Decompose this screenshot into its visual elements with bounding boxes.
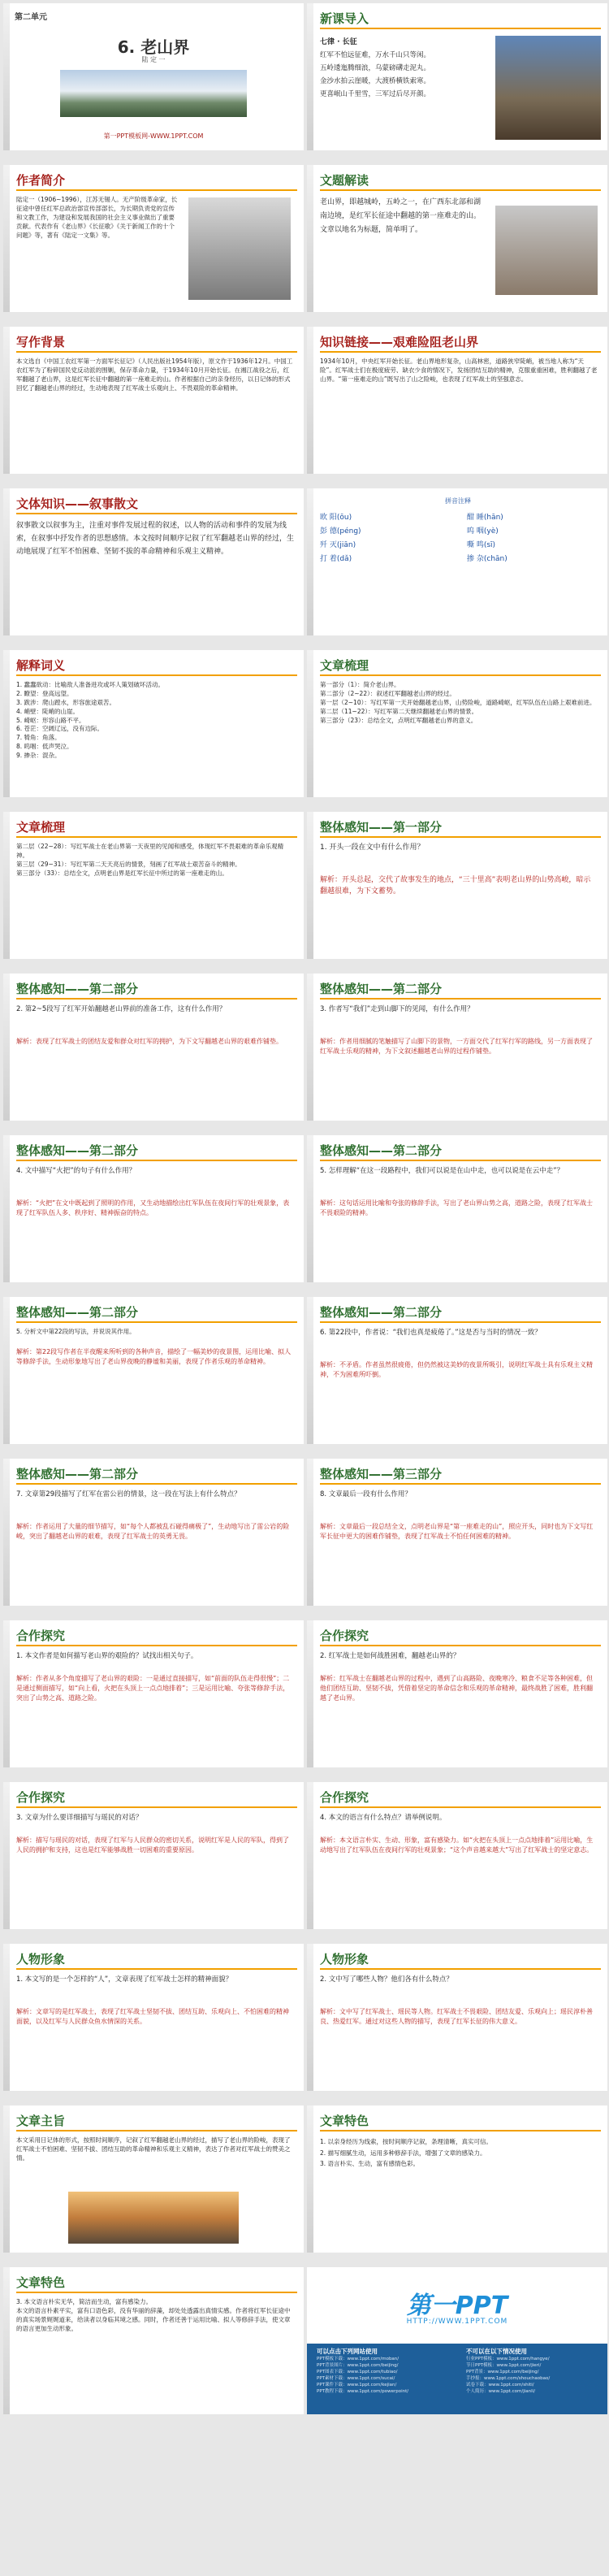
slide-heading: 文章梳理 <box>16 820 66 835</box>
slide-side-bar <box>307 1944 313 2091</box>
features-text: 3. 本文语言朴实无华，简洁而生动，富有感染力。 本文的语言朴素平实，富有口语色彩，没有华丽的辞藻，却处处透露出真情实感。作者将红军长征途中的真实场景娓娓道来，给读者以身临其境之感。同时，作者还善于运用比喻、拟人等修辞手法，使文章的语言更加生动形象。 <box>16 2298 291 2332</box>
slide-heading: 文体知识——叙事散文 <box>16 497 139 511</box>
usage-title-left: 可以点击下列网站使用 <box>317 2348 378 2355</box>
slide-heading: 整体感知——第二部分 <box>320 1305 443 1320</box>
slide-heading: 人物形象 <box>320 1952 369 1967</box>
slide-heading: 知识链接——艰难险阻老山界 <box>320 335 479 349</box>
outline-text: 第二层（22~28）：写红军战士在老山界第一天夜里的见闻和感受，体现红军不畏艰难的革命乐观精神。 第三层（29~31）：写红军第二天天亮后的情景，刻画了红军战士艰苦奋斗的精神。 第三部分（33）：总结全文，点明老山界是红军长征中所过的第一座难走的山。 <box>16 843 284 877</box>
vocab-list: 欧 阳(ōu) 彭 德(péng) 歼 灭(jiān) 打 着(dǎ) 酣 睡(hān) 呜 咽(yè) 嘶 鸣(sī) 掺 杂(chān) <box>320 514 508 564</box>
heading-underline <box>320 28 601 29</box>
heading-underline <box>320 189 601 191</box>
heading-underline <box>320 1806 601 1808</box>
slide-side-bar <box>3 1782 10 1929</box>
slide-side-bar <box>307 1782 313 1929</box>
slide-perception-2b <box>307 974 607 1121</box>
answer-text: 解析：开头总起，交代了故事发生的地点，“三十里高”表明老山界的山势高峻，暗示翻越很难，为下文蓄势。 <box>320 876 591 896</box>
slide-ad <box>307 2267 607 2414</box>
slide-outline-2 <box>3 812 304 959</box>
question-text: 2. 文中写了哪些人物？他们各有什么特点？ <box>320 1975 453 1984</box>
slide-heading: 整体感知——第二部分 <box>16 1305 139 1320</box>
slide-heading: 解释词义 <box>16 658 66 673</box>
question-text: 3. 文章为什么要详细描写与瑶民的对话？ <box>16 1814 143 1822</box>
brand-logo: 第一PPT <box>406 2292 508 2320</box>
slide-heading: 文题解读 <box>320 173 369 188</box>
soldiers-photo <box>495 36 601 140</box>
poem-text: 红军不怕远征难，万水千山只等闲。 五岭逶迤腾细浪，乌蒙磅礴走泥丸。 金沙水拍云崖暖，大渡桥横铁索寒。 更喜岷山千里雪，三军过后尽开颜。 <box>320 51 431 99</box>
slide-perception-2a <box>3 974 304 1121</box>
genre-text: 叙事散文以叙事为主，注重对事件发展过程的叙述，以人物的活动和事件的发展为线索，在叙事中抒发作者的思想感情。本文按时间顺序记叙了红军翻越老山界的经过，生动地展现了红军不怕困难、坚韧不拔的革命精神和乐观主义精神。 <box>16 522 295 557</box>
slide-heading: 人物形象 <box>16 1952 66 1967</box>
slide-perception-2e <box>3 1297 304 1444</box>
slide-heading: 整体感知——第二部分 <box>320 982 443 996</box>
pinyin-heading: 拼音注释 <box>445 497 471 505</box>
slide-heading: 合作探究 <box>320 1628 369 1643</box>
slide-side-bar <box>3 974 10 1121</box>
heading-underline <box>320 1968 601 1970</box>
slide-side-bar <box>3 1620 10 1767</box>
answer-text: 解析：不矛盾。作者虽然很疲倦，但仍然被这美妙的夜景所吸引，说明红军战士具有乐观主义精神，不为困难所吓倒。 <box>320 1361 593 1378</box>
question-text: 7. 文章第29段描写了红军在雷公岩的情景，这一段在写法上有什么特点？ <box>16 1490 241 1498</box>
slide-theme <box>3 2105 304 2253</box>
author-intro-text: 陆定一（1906~1996），江苏无锡人。无产阶级革命家，长征途中曾任红军总政治部宣传部部长，为长期负责党的宣传和文教工作，为建设和发展我国的社会主义事业做出了重要贡献。代表作有《老山界》《长征歌》《关于新闻工作的十个问题》等，著有《陆定一文集》等。 <box>16 196 178 239</box>
question-text: 1. 本文写的是一个怎样的“人”，文章表现了红军战士怎样的精神面貌？ <box>16 1975 233 1984</box>
answer-text: 解析：本文语言朴实、生动、形象，富有感染力。如“火把在头顶上一点点地排着”运用比喻，生动地写出了红军队伍在夜间行军的壮观景象；“这个声音越来越大”写出了红军战士的坚定意志。 <box>320 1837 594 1854</box>
slide-side-bar <box>307 812 313 959</box>
slide-heading: 整体感知——第二部分 <box>16 1467 139 1481</box>
slide-heading: 合作探究 <box>16 1790 66 1805</box>
slide-heading: 文章特色 <box>320 2114 369 2128</box>
slide-heading: 文章特色 <box>16 2275 66 2290</box>
slide-character-1 <box>3 1944 304 2091</box>
links-left[interactable]: PPT模板下载：www.1ppt.com/moban/ PPT背景图片：www.1ppt.com/beijing/ PPT图表下载：www.1ppt.com/tubiao/ PPT素材下载：www.1ppt.com/sucai/ PPT课件下载：www.1ppt.com/kejian/ PPT教程下载：www.1ppt.com/powerpoint/ <box>317 2357 409 2394</box>
slide-title-reading <box>307 165 607 312</box>
answer-text: 解析：文章最后一段总结全文，点明老山界是“第一座难走的山”，照应开头，同时也为下文写红军长征中更大的困难作铺垫，表现了红军战士不怕任何困难的精神。 <box>320 1523 594 1540</box>
slide-features-1 <box>307 2105 607 2253</box>
slide-vocabulary <box>307 488 607 635</box>
author-portrait <box>188 197 291 300</box>
slide-side-bar <box>307 650 313 797</box>
question-text: 3. 作者写“我们”走到山脚下的见闻，有什么作用？ <box>320 1005 474 1013</box>
question-text: 8. 文章最后一段有什么作用？ <box>320 1490 412 1498</box>
question-text: 1. 本文作者是如何描写老山界的艰险的？试找出相关句子。 <box>16 1652 198 1660</box>
footer-site: 第一PPT模板网-WWW.1PPT.COM <box>103 132 204 140</box>
background-text: 本文选自《中国工农红军第一方面军长征记》（人民出版社1954年版），原文作于1936年12月。中国工农红军为了粉碎国民党反动派的围剿，保存革命力量，于1934年10月开始长征。在湘江战役之后，红军翻越了老山界，这是红军长征中翻越的第一座难走的山。作者根据自己的亲身经历，以日记体的形式回忆了翻越老山界的经过，生动地表现了红军战士乐观向上、不畏艰险的革命精神。 <box>16 358 293 392</box>
slide-side-bar <box>307 488 313 635</box>
slide-side-bar <box>3 1944 10 2091</box>
answer-text: 解析：表现了红军战士的团结友爱和群众对红军的拥护，为下文写翻越老山界的艰难作铺垫。 <box>16 1038 283 1045</box>
heading-underline <box>320 998 601 1000</box>
slide-side-bar <box>307 327 313 474</box>
heading-underline <box>320 1483 601 1485</box>
heading-underline <box>16 1806 297 1808</box>
heading-underline <box>320 1160 601 1161</box>
answer-text: 解析：作者运用了大量的细节描写，如“每个人都被乱石碰得痛极了”，生动地写出了雷公岩的险峻，突出了翻越老山界的艰难，表现了红军战士的英勇无畏。 <box>16 1523 290 1540</box>
heading-underline <box>320 836 601 838</box>
slide-knowledge-link <box>307 327 607 474</box>
poem-title: 七律 · 长征 <box>320 38 357 46</box>
mountain-photo <box>60 70 247 117</box>
heading-underline <box>16 998 297 1000</box>
question-text: 5. 怎样理解“在这一段路程中，我们可以说是在山中走，也可以说是在云中走”？ <box>320 1167 564 1175</box>
sunset-mountain-photo <box>68 2192 239 2244</box>
slide-side-bar <box>307 1620 313 1767</box>
slide-cooperation-1 <box>3 1620 304 1767</box>
slide-background <box>3 327 304 474</box>
slide-side-bar <box>307 1135 313 1282</box>
slide-features-2 <box>3 2267 304 2414</box>
slide-heading: 整体感知——第二部分 <box>16 1143 139 1158</box>
answer-text: 解析：红军战士在翻越老山界的过程中，遇到了山高路险、夜晚寒冷、粮食不足等各种困难，但他们团结互助、坚韧不拔，凭借着坚定的革命信念和乐观的革命精神，最终战胜了困难，胜利翻越了老山界。 <box>320 1675 593 1702</box>
heading-underline <box>16 836 297 838</box>
heading-underline <box>16 351 297 353</box>
question-text: 2. 红军战士是如何战胜困难，翻越老山界的？ <box>320 1652 460 1660</box>
slide-intro <box>307 3 607 150</box>
slide-side-bar <box>3 488 10 635</box>
question-text: 1. 开头一段在文中有什么作用？ <box>320 843 425 852</box>
slide-heading: 文章主旨 <box>16 2114 66 2128</box>
heading-underline <box>16 2292 297 2293</box>
answer-text: 解析：文中写了红军战士、瑶民等人物。红军战士不畏艰险、团结友爱、乐观向上；瑶民淳朴善良、热爱红军。通过对这些人物的描写，表现了红军长征的伟大意义。 <box>320 2008 593 2025</box>
slide-cooperation-3 <box>3 1782 304 1929</box>
slide-side-bar <box>3 812 10 959</box>
slide-word-meaning <box>3 650 304 797</box>
slide-side-bar <box>307 974 313 1121</box>
slide-title <box>3 3 304 150</box>
lesson-title: 6. 老山界 <box>117 37 190 57</box>
question-text: 2. 第2~5段写了红军开始翻越老山界前的准备工作，这有什么作用？ <box>16 1005 227 1013</box>
slide-side-bar <box>3 3 10 150</box>
slide-cooperation-2 <box>307 1620 607 1767</box>
links-right[interactable]: 行业PPT模板：www.1ppt.com/hangye/ 节日PPT模板：www.1ppt.com/jieri/ PPT背景：www.1ppt.com/beijing/ 手抄报：www.1ppt.com/shouchaobao/ 试卷下载：www.1ppt.com/shiti/ 个人简历：www.1ppt.com/jianli/ <box>466 2357 551 2394</box>
title-reading-text: 老山界，即越城岭，五岭之一，在广西东北部和湖南边境，是红军长征途中翻越的第一座难走的山。文章以地名为标题，简单明了。 <box>320 198 482 235</box>
slide-heading: 整体感知——第三部分 <box>320 1467 443 1481</box>
monument-photo <box>495 206 598 295</box>
slide-side-bar <box>3 650 10 797</box>
slide-side-bar <box>3 1297 10 1444</box>
slide-heading: 新课导入 <box>320 11 369 26</box>
slide-perception-1 <box>307 812 607 959</box>
answer-text: 解析：作者从多个角度描写了老山界的艰险：一是通过直接描写，如“前面的队伍走得很慢”；二是通过侧面描写，如“向上看，火把在头顶上一点点地排着”；三是运用比喻、夸张等修辞手法，突出了山势之高、道路之险。 <box>16 1675 290 1702</box>
question-text: 6. 第22段中，作者说：“我们也真是疲倦了。”这是否与当时的情况一致？ <box>320 1329 542 1337</box>
question-text: 5. 分析文中第22段的写法，并说说其作用。 <box>16 1328 136 1335</box>
usage-title-right: 不可以在以下情况使用 <box>466 2348 527 2355</box>
slide-perception-2c <box>3 1135 304 1282</box>
heading-underline <box>320 674 601 676</box>
slide-side-bar <box>3 2105 10 2253</box>
heading-underline <box>16 189 297 191</box>
slide-cooperation-4 <box>307 1782 607 1929</box>
slide-genre <box>3 488 304 635</box>
answer-text: 解析：描写与瑶民的对话，表现了红军与人民群众的密切关系，说明红军是人民的军队，得到了人民的拥护和支持，这也是红军能够战胜一切困难的重要原因。 <box>16 1837 289 1854</box>
slide-side-bar <box>3 1459 10 1606</box>
heading-underline <box>16 1321 297 1323</box>
author-name: 陆 定 一 <box>141 56 166 63</box>
slide-side-bar <box>3 1135 10 1282</box>
slide-heading: 合作探究 <box>320 1790 369 1805</box>
word-meaning-text: 1. 蠢蠢欲动：比喻敌人准备进攻或坏人策划破坏活动。 2. 瞭望：登高远望。 3. 跋涉：爬山蹚水，形容旅途艰苦。 4. 峭壁：陡峭的山崖。 5. 崎岖：形容山路不平。 6. 苍茫：空阔辽远，没有边际。 7. 犄角：角落。 8. 呜咽：低声哭泣。 9. 掺杂：混杂。 <box>16 681 165 759</box>
heading-underline <box>16 513 297 514</box>
unit-label: 第二单元 <box>15 13 47 22</box>
slide-side-bar <box>3 165 10 312</box>
heading-underline <box>320 2130 601 2131</box>
slide-side-bar <box>3 327 10 474</box>
heading-underline <box>16 1968 297 1970</box>
heading-underline <box>16 674 297 676</box>
slide-heading: 写作背景 <box>16 335 66 349</box>
heading-underline <box>320 1321 601 1323</box>
slide-heading: 整体感知——第二部分 <box>320 1143 443 1158</box>
answer-text: 解析：“火把”在文中既起到了照明的作用，又生动地描绘出红军队伍在夜间行军的壮观景象，表现了红军队伍人多、秩序好、精神振奋的特点。 <box>16 1199 290 1216</box>
heading-underline <box>320 1645 601 1646</box>
slide-heading: 作者简介 <box>16 173 66 188</box>
question-text: 4. 本文的语言有什么特点？请举例说明。 <box>320 1814 447 1822</box>
heading-underline <box>16 1483 297 1485</box>
slide-perception-2f <box>307 1297 607 1444</box>
slide-side-bar <box>3 2267 10 2414</box>
question-text: 4. 文中描写“火把”的句子有什么作用？ <box>16 1167 136 1175</box>
heading-underline <box>320 351 601 353</box>
theme-text: 本文采用日记体的形式，按照时间顺序，记叙了红军翻越老山界的经过，描写了老山界的险峻，表现了红军战士不怕困难、坚韧不拔、团结互助的革命精神和乐观主义精神，表达了作者对红军战士的赞美之情。 <box>16 2136 291 2162</box>
slide-author <box>3 165 304 312</box>
slide-heading: 合作探究 <box>16 1628 66 1643</box>
knowledge-text: 1934年10月，中央红军开始长征。老山界地形复杂，山高林密，道路狭窄陡峭，被当地人称为“天险”。红军战士们在极度疲劳、缺衣少食的情况下，发扬团结互助的精神，克服重重困难，胜利翻越了老山界。“第一座难走的山”既写出了山之险峻，也表现了红军战士的坚强意志。 <box>320 358 598 383</box>
heading-underline <box>16 1160 297 1161</box>
slide-perception-3 <box>307 1459 607 1606</box>
slide-outline-1 <box>307 650 607 797</box>
slide-heading: 整体感知——第二部分 <box>16 982 139 996</box>
slide-side-bar <box>307 1459 313 1606</box>
outline-text: 第一部分（1）：简介老山界。 第二部分（2~22）：叙述红军翻越老山界的经过。 第一层（2~10）：写红军第一天开始翻越老山界，山势险峻，道路崎岖，红军队伍在山路上艰难前进。 第二层（11~22）：写红军第二天继续翻越老山界的情景。 第三部分（23）：总结全文，点明红军翻越老山界的意义。 <box>320 681 596 724</box>
answer-text: 解析：文章写的是红军战士，表现了红军战士坚韧不拔、团结互助、乐观向上、不怕困难的精神面貌，以及红军与人民群众鱼水情深的关系。 <box>16 2008 289 2025</box>
heading-underline <box>16 2130 297 2131</box>
slide-perception-2g <box>3 1459 304 1606</box>
slide-side-bar <box>307 165 313 312</box>
answer-text: 解析：第22段写作者在半夜醒来所听到的各种声音，描绘了一幅美妙的夜景图，运用比喻、拟人等修辞手法，生动形象地写出了老山界夜晚的静谧和美丽，表现了作者乐观的革命精神。 <box>16 1348 292 1365</box>
slide-heading: 整体感知——第一部分 <box>320 820 443 835</box>
answer-text: 解析：作者用细腻的笔触描写了山脚下的景物，一方面交代了红军行军的路线，另一方面表现了红军战士乐观的精神，为下文叙述翻越老山界的过程作铺垫。 <box>320 1038 593 1055</box>
slide-side-bar <box>307 3 313 150</box>
slide-character-2 <box>307 1944 607 2091</box>
brand-url: HTTP://WWW.1PPT.COM <box>406 2318 508 2326</box>
answer-text: 解析：这句话运用比喻和夸张的修辞手法，写出了老山界山势之高，道路之险，表现了红军战士不畏艰险的精神。 <box>320 1199 593 1216</box>
slide-side-bar <box>307 1297 313 1444</box>
slide-side-bar <box>307 2105 313 2253</box>
heading-underline <box>16 1645 297 1646</box>
features-text: 1. 以亲身经历为线索，按时间顺序记叙，条理清晰，真实可信。 2. 描写细腻生动，运用多种修辞手法，增强了文章的感染力。 3. 语言朴实、生动，富有感情色彩。 <box>320 2138 493 2167</box>
slide-heading: 文章梳理 <box>320 658 369 673</box>
slide-perception-2d <box>307 1135 607 1282</box>
